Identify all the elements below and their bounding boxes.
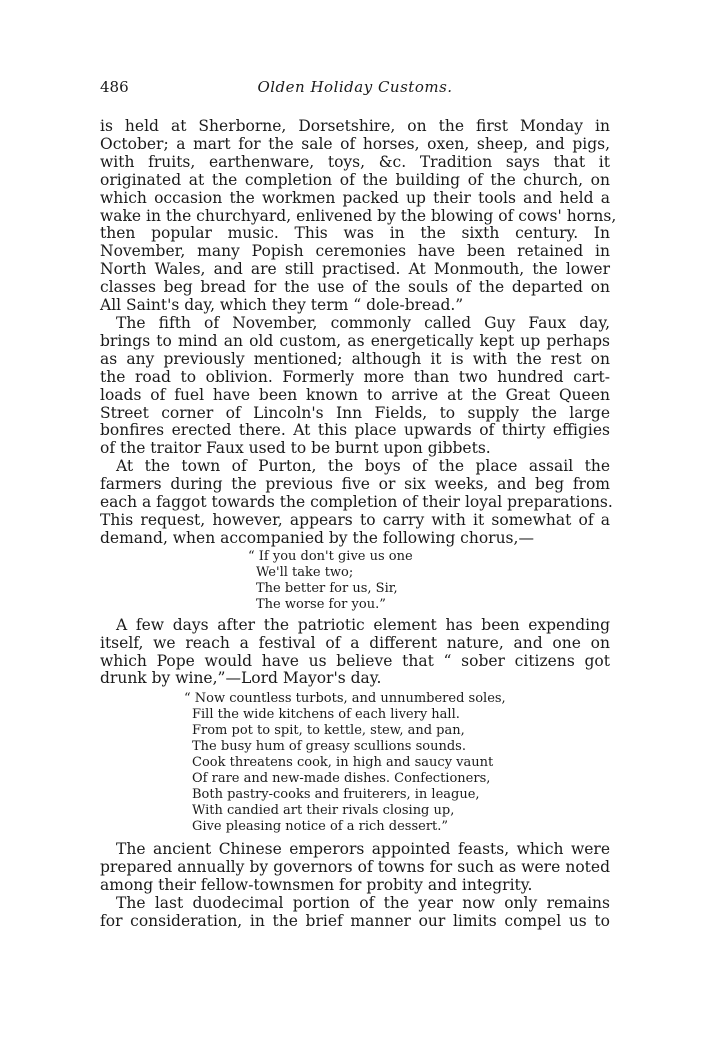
text-line: which Pope would have us believe that “ sober citizens got [100,651,610,670]
text-line: A few days after the patriotic element has been expending [116,615,610,634]
text-line: North Wales, and are still practised. At Monmouth, the lower [100,260,610,279]
text-line: with fruits, earthenware, toys, &c. Tradition says that it [100,152,610,171]
verse-line: We'll take two; [256,564,354,580]
verse-line: Of rare and new-made dishes. Confectioners, [192,771,491,787]
verse-line: “ Now countless turbots, and unnumbered soles, [184,691,506,707]
text-line: The last duodecimal portion of the year now only remains [116,894,610,913]
page-number: 486 [100,78,129,96]
text-line: itself, we reach a festival of a different nature, and one on [100,633,610,652]
text-line: Street corner of Lincoln's Inn Fields, to supply the large [100,403,610,422]
verse-line: Give pleasing notice of a rich dessert.” [192,819,449,835]
verse-line: Both pastry-cooks and fruiterers, in league, [192,787,480,803]
text-line: drunk by wine,”—Lord Mayor's day. [100,669,382,688]
text-line: demand, when accompanied by the following chorus,— [100,528,534,547]
text-line: the road to oblivion. Formerly more than two hundred cart- [100,367,610,386]
text-line: for consideration, in the brief manner our limits compel us to [100,912,610,930]
verse-line: The better for us, Sir, [256,580,398,596]
text-line: as any previously mentioned; although it is with the rest on [100,349,610,368]
text-line: then popular music. This was in the sixth century. In [100,224,610,243]
text-line: classes beg bread for the use of the souls of the departed on [100,278,610,297]
lord-mayor-verse [100,691,610,835]
verse-line: With candied art their rivals closing up, [192,803,455,819]
text-line: November, many Popish ceremonies have been retained in [100,242,610,261]
text-line: each a faggot towards the completion of their loyal preparations. [100,493,613,512]
text-line: prepared annually by governors of towns for such as were noted [100,858,610,877]
text-line: bonfires erected there. At this place upwards of thirty effigies [100,421,610,440]
chorus-verse [100,549,610,613]
verse-line: The busy hum of greasy scullions sounds. [192,739,466,755]
paragraph-chinese-emperors [100,841,610,895]
paragraph-guy-faux-day [100,315,610,458]
paragraph-lord-mayors-day [100,617,610,689]
verse-line: Cook threatens cook, in high and saucy vaunt [192,755,494,771]
verse-line: “ If you don't give us one [248,548,413,564]
paragraph-december [100,895,610,931]
text-line: is held at Sherborne, Dorsetshire, on the first Monday in [100,117,610,135]
body-text [100,117,617,931]
text-line: among their fellow-townsmen for probity and integrity. [100,876,533,895]
running-title: Olden Holiday Customs. [257,78,453,96]
verse-line: The worse for you.” [256,596,386,612]
text-line: The fifth of November, commonly called Guy Faux day, [116,313,610,332]
verse-line: Fill the wide kitchens of each livery hall. [192,707,460,723]
text-line: of the traitor Faux used to be burnt upon gibbets. [100,439,491,458]
text-line: This request, however, appears to carry with it somewhat of a [100,510,610,529]
paragraph-sherborne-fair [100,117,617,315]
text-line: originated at the completion of the building of the church, on [100,170,610,189]
verse-line: From pot to spit, to kettle, stew, and pan, [192,723,465,739]
text-line: loads of fuel have been known to arrive at the Great Queen [100,385,610,404]
text-line: which occasion the workmen packed up their tools and held a [100,188,610,207]
text-line: farmers during the previous five or six weeks, and beg from [100,475,610,494]
text-line: brings to mind an old custom, as energetically kept up perhaps [100,331,610,350]
text-line: At the town of Purton, the boys of the place assail the [116,457,610,476]
text-line: wake in the churchyard, enlivened by the blowing of cows' horns, [100,206,617,225]
text-line: The ancient Chinese emperors appointed feasts, which were [116,840,610,859]
text-line: October; a mart for the sale of horses, oxen, sheep, and pigs, [100,134,610,153]
paragraph-purton [100,457,613,548]
text-line: All Saint's day, which they term “ dole-bread.” [100,296,464,315]
page-header [100,78,610,102]
